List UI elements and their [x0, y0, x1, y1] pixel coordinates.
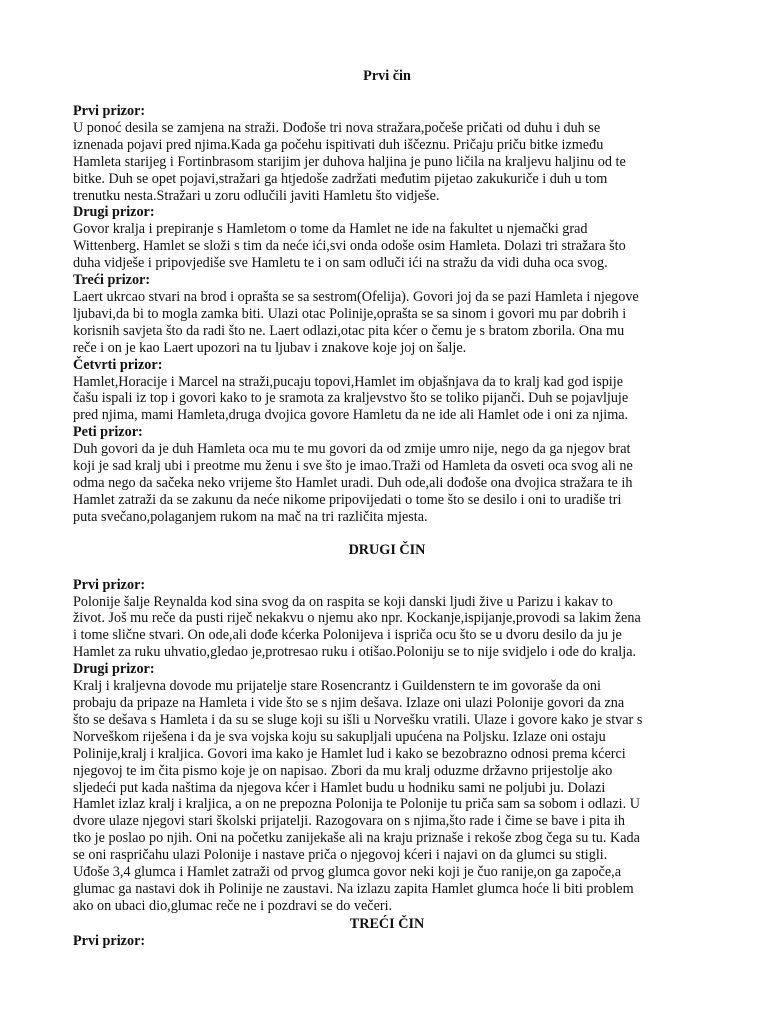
text-line: korisnih savjeta što da radi što ne. Laert odlazi,otac pita kćer o čemu je s bratom zborila. Ona mu — [73, 322, 625, 339]
scene-title: Prvi prizor: — [73, 576, 146, 593]
scene — [73, 103, 701, 204]
text-line: U ponoć desila se zamjena na straži. Dođoše tri nova stražara,počeše pričati od duhu i duh se — [73, 119, 601, 136]
scene-title: Prvi prizor: — [73, 932, 146, 949]
scene — [73, 204, 701, 272]
text-line: probaju da pripaze na Hamleta i vide što se s njim dešava. Izlaze oni ulazi Polonije govori da zna — [73, 695, 625, 711]
text-line: puta svečano,polaganjem rukom na mač na tri različita mjesta. — [73, 508, 428, 525]
scene-title: Prvi prizor: — [73, 103, 146, 119]
scene-text — [73, 594, 701, 662]
scene-title: Peti prizor: — [73, 424, 143, 441]
text-line: duha vidješe i pripovjediše sve Hamletu te i on sam odluči ići na stražu da vidi duha oca svog. — [73, 255, 608, 272]
scene — [73, 424, 701, 525]
scene-title: Treći prizor: — [73, 272, 151, 289]
act-title: TREĆI ČIN — [349, 915, 425, 932]
text-line: glumac ga nastavi dok ih Polinije ne zaustavi. Na izlazu zapita Hamlet glumca hoće li biti problem — [73, 880, 634, 897]
text-line: njegovoj te im čita pismo koje je on napisao. Zbori da mu kralj oduzme državno prijestolje ako — [73, 762, 613, 779]
text-line: bitke. Duh se opet pojavi,stražari ga htjedoše zadržati međutim pijetao zakukuriče i duh u tom — [73, 170, 608, 187]
text-line: što se dešava s Hamleta i da su se sluge koji su išli u Norvešku vratili. Ulaze i govore kako je stvar s — [73, 711, 643, 728]
text-line: trenutku nesta.Stražari u zoru odlučili javiti Hamletu što vidješe. — [73, 187, 440, 204]
scene — [73, 357, 701, 425]
text-line: život. Još mu reče da pusti riječ nekakvu o njemu ako npr. Kockanje,ispijanje,provodi sa lakim žena — [73, 610, 641, 627]
scene-text — [73, 678, 701, 915]
act-title: Prvi čin — [363, 68, 411, 84]
scene-text — [73, 120, 701, 205]
text-line: Hamleta starijeg i Fortinbrasom starijim jer duhova haljina je puno ličila na kraljevu haljinu od te — [73, 153, 626, 170]
text-line: tko je poslao po njih. Oni na početku zanijekaše ali na kraju priznaše i rekoše zbog čega su tu. Kada — [73, 830, 640, 847]
text-line: Hamlet zatraži da se zakunu da neće nikome pripovijedati o tome što se desilo i oni to uradiše tri — [73, 491, 622, 508]
text-line: ako on ubaci dio,glumac reče ne i pozdravi se do večeri. — [73, 897, 393, 914]
text-line: Hamlet izlaz kralj i kraljica, a on ne prepozna Polonija te Polonije tu priča sam sa sobom i odlazi. U — [73, 796, 640, 813]
scene-title: Drugi prizor: — [73, 204, 155, 221]
text-line: reče i on je kao Laert upozori na tu ljubav i znakove koje joj on šalje. — [73, 339, 467, 356]
scene-text — [73, 289, 701, 357]
text-line: sljedeći put kada naštima da njegova kćer i Hamlet budu u hodniku sami ne poljubi ju. Dolazi — [73, 779, 606, 796]
text-line: Polonije šalje Reynalda kod sina svog da on raspita se koji danski ljudi žive u Parizu i kakav to — [73, 593, 613, 610]
scene — [73, 661, 701, 915]
text-line: se oni raspričahu ulazi Polonije i nastave priča o njegovoj kćeri i najavi on da glumci su stigli. — [73, 847, 608, 864]
text-line: odma nego da sačeka neko vrijeme što Hamlet uradi. Duh ode,ali dođoše ona dvojica stražara te ih — [73, 474, 633, 491]
text-line: iznenada pojavi pred njima.Kada ga počehu ispitivati duh iščeznu. Pričaju priču bitke između — [73, 136, 604, 153]
text-line: Wittenberg. Hamlet se složi s tim da neće ići,svi onda odoše osim Hamleta. Dolazi tri stražara što — [73, 238, 626, 255]
text-line: dvore ulaze njegovi stari školski prijatelji. Razogovara on s njima,što rade i čime se bave i pita ih — [73, 813, 625, 830]
scene — [73, 577, 701, 662]
text-line: Duh govori da je duh Hamleta oca mu te mu govori da od zmije umro nije, nego da ga njegov brat — [73, 441, 631, 458]
scene-text — [73, 374, 701, 425]
text-line: Kralj i kraljevna dovode mu prijatelje stare Rosencrantz i Guildenstern te im govoraše da oni — [73, 678, 601, 695]
text-line: koji je sad kralj ubi i preotme mu ženu i sve što je imao.Traži od Hamleta da osveti oca svog ali ne — [73, 458, 633, 475]
text-line: Norveškom riješena i da je sva vojska koju su sakupljali upućena na Poljsku. Izlaze oni ostaju — [73, 728, 606, 745]
text-line: i tome slične stvari. On ode,ali dođe kćerka Polonijeva i ispriča ocu što se u dvoru desilo da ju je — [73, 627, 622, 644]
text-line: Govor kralja i prepiranje s Hamletom o tome da Hamlet ne ide na fakultet u njemački grad — [73, 221, 588, 238]
scene — [73, 272, 701, 357]
text-line: čašu ispali iz top i govori kako to je sramota za kraljevstvo što se toliko pijanči. Duh se pojavljuje — [73, 390, 629, 407]
scene-text — [73, 221, 701, 272]
act-title: DRUGI ČIN — [348, 541, 426, 558]
text-line: Hamlet,Horacije i Marcel na straži,pucaju topovi,Hamlet im objašnjava da to kralj kad god ispije — [73, 373, 623, 390]
text-line: Polinije,kralj i kraljica. Govori ima kako je Hamlet lud i kako se bezobrazno odnosi prema kćerci — [73, 745, 626, 762]
text-line: pred njima, mami Hamleta,druga dvojica govore Hamletu da ne ide ali Hamlet ode i oni za njima. — [73, 407, 629, 424]
text-line: ljubavi,da bi to mogla zamka biti. Ulazi otac Polinije,oprašta se sa sinom i govori mu par dobrih i — [73, 305, 627, 322]
scene-title: Drugi prizor: — [73, 661, 155, 678]
text-line: Uđoše 3,4 glumca i Hamlet zatraži od prvog glumca govor neki koji je čuo ranije,on ga započe,a — [73, 864, 621, 881]
scene-text — [73, 441, 701, 526]
document-page — [73, 68, 701, 950]
text-line: Hamlet za ruku uhvatio,gledao je,protresao ruku i otišao.Poloniju se to nije svidjelo i ode do kralja. — [73, 644, 637, 661]
scene-title: Četvrti prizor: — [73, 356, 163, 373]
text-line: Laert ukrcao stvari na brod i oprašta se sa sestrom(Ofelija). Govori joj da se pazi Hamleta i njegove — [73, 288, 639, 305]
scene — [73, 933, 701, 950]
